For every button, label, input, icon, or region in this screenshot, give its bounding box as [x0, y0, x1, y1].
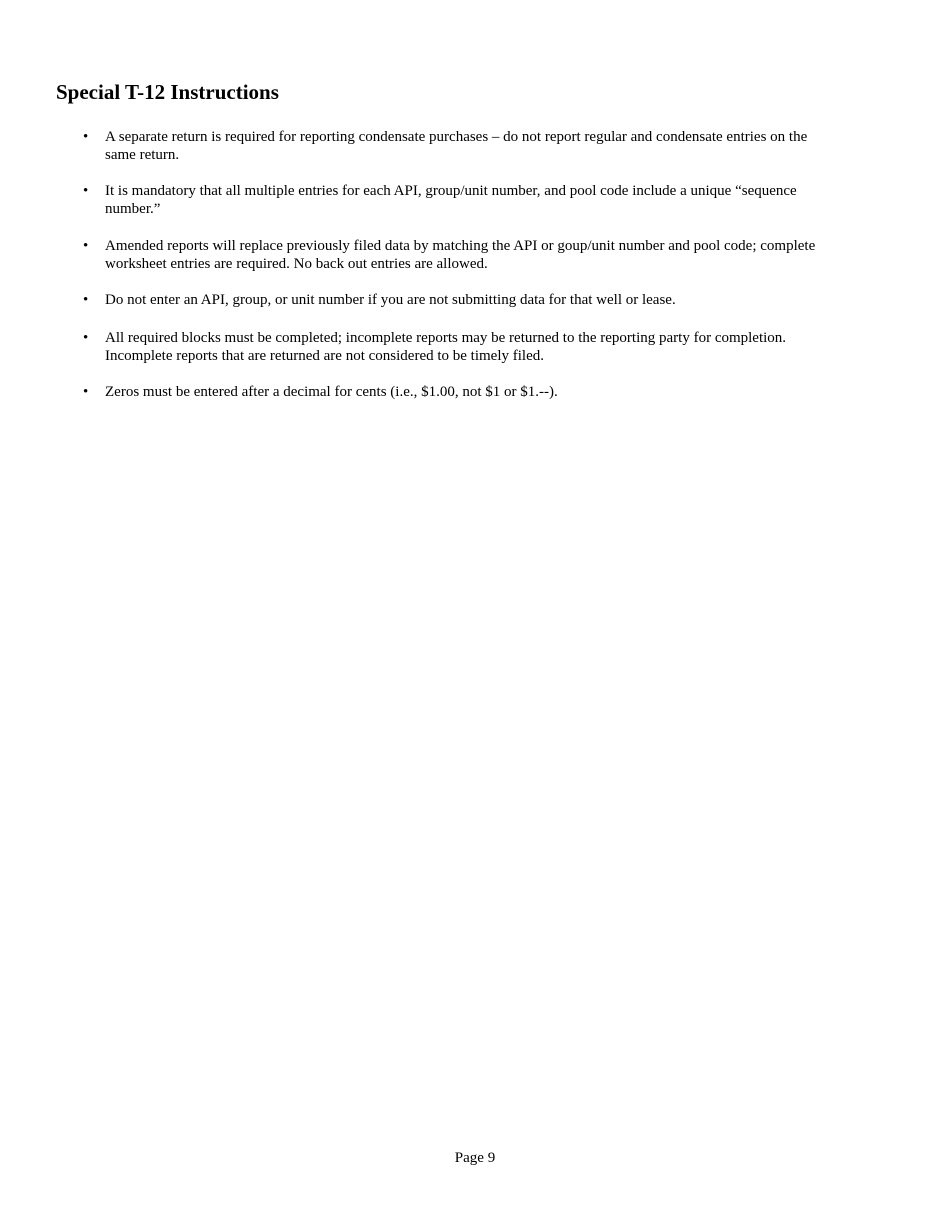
bullet-icon: •	[83, 129, 89, 145]
bullet-icon: •	[83, 292, 89, 308]
list-item-text	[105, 291, 850, 309]
page-title: Special T-12 Instructions	[56, 80, 279, 104]
list-item-line: Zeros must be entered after a decimal for cents (i.e., $1.00, not $1 or $1.--).	[105, 384, 558, 400]
page-number: Page 9	[454, 1150, 496, 1166]
list-item-text	[105, 383, 850, 401]
bullet-icon: •	[83, 384, 89, 400]
list-item-text	[105, 128, 850, 164]
bullet-icon: •	[83, 238, 89, 254]
list-item-text	[105, 182, 850, 218]
list-item-line: It is mandatory that all multiple entries for each API, group/unit number, and pool code include a unique “sequence	[105, 183, 797, 199]
list-item-line: A separate return is required for reporting condensate purchases – do not report regular and condensate entries on the	[105, 129, 808, 145]
list-item-line: Amended reports will replace previously filed data by matching the API or goup/unit number and pool code; complete	[105, 238, 816, 254]
list-item-line: number.”	[105, 201, 161, 217]
list-item-line: Do not enter an API, group, or unit number if you are not submitting data for that well or lease.	[105, 292, 676, 308]
list-item-line: same return.	[105, 147, 180, 163]
bullet-icon: •	[83, 183, 89, 199]
list-item-line: All required blocks must be completed; incomplete reports may be returned to the reporting party for completion.	[105, 330, 787, 346]
list-item-text	[105, 237, 850, 273]
list-item-text	[105, 329, 850, 365]
list-item-line: Incomplete reports that are returned are not considered to be timely filed.	[105, 348, 544, 364]
bullet-icon: •	[83, 330, 89, 346]
list-item-line: worksheet entries are required. No back out entries are allowed.	[105, 256, 488, 272]
